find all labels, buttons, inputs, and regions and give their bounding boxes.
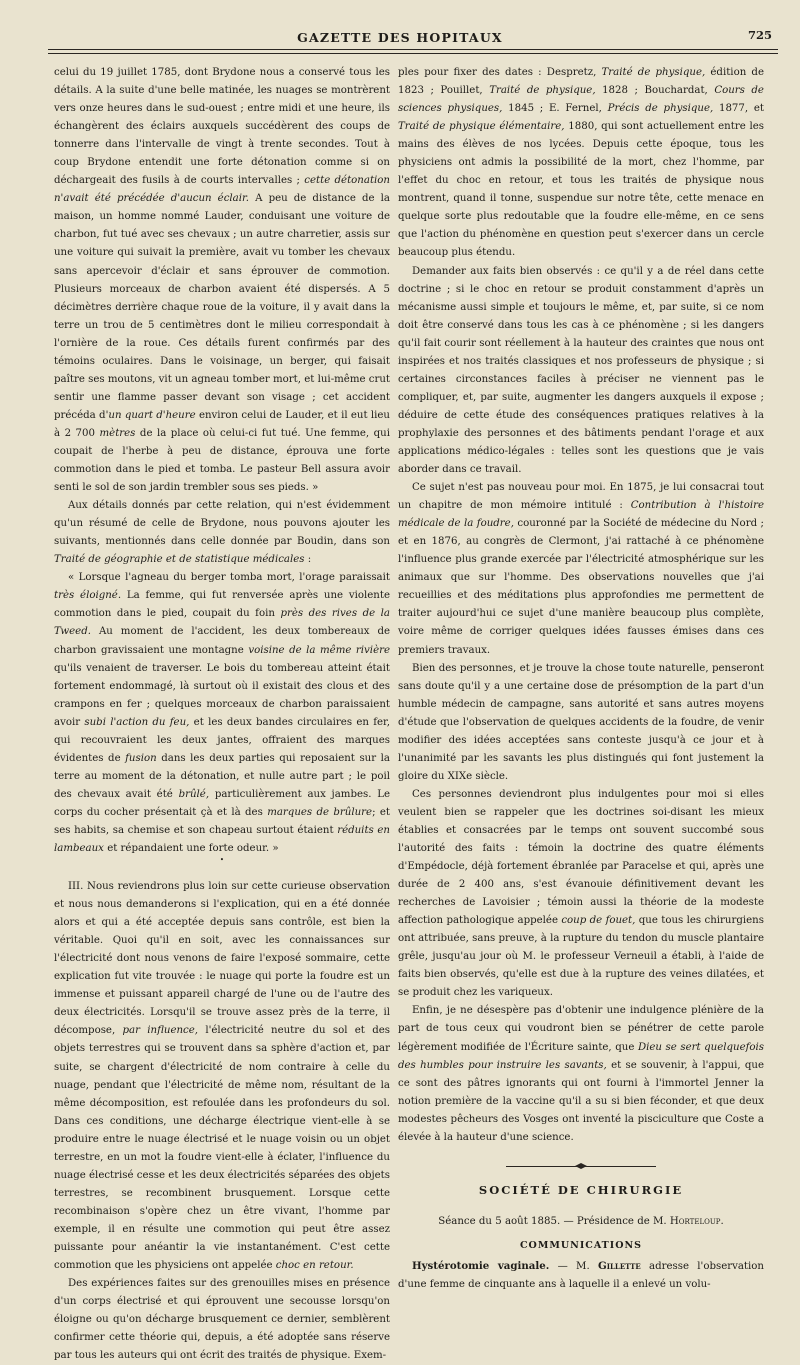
session-line: Séance du 5 août 1885. — Présidence de M. Horteloup. bbox=[438, 1215, 724, 1227]
section-title: SOCIÉTÉ DE CHIRURGIE bbox=[478, 1182, 684, 1197]
paragraph: Hystérotomie vaginale. — M. Gillette adresse l'observation d'une femme de cinquante ans à laquelle il a enlevé un volu- bbox=[398, 1259, 764, 1290]
separator-mark: • bbox=[219, 856, 225, 865]
paragraph: Demander aux faits bien observés : ce qu'il y a de réel dans cette doctrine ; si le choc en retour se produit constamment d'après un mécanisme aussi simple et toujours le même, et, par suite, si ce nom doit être conservé dans tous les cas à ce phénomène ; si les dangers qu'il fait courir sont réellement à la hauteur des craintes que nous ont inspirées et nos traités classiques et nos professeurs de physique ; si certaines circonstances faciles à préciser ne viennent pas le compliquer, et, par suite, augmenter les dangers auxquels il expose ; déduire de cette étude des conséquences pratiques relatives à la prophylaxie des personnes et des bâtiments pendant l'orage et aux applications médico-légales : telles sont les questions que je vais aborder dans ce travail. bbox=[398, 265, 764, 476]
divider-ornament-icon bbox=[575, 1163, 587, 1169]
article-title: Hystérotomie vaginale. bbox=[412, 1259, 550, 1272]
paragraph: Bien des personnes, et je trouve la chose toute naturelle, penseront sans doute qu'il y a une certaine dose de présomption de la part d'un humble médecin de campagne, sans autorité et sans autres moyens d'étude que l'observation de quelques accidents de la foudre, de venir modifier des idées acceptées sans conteste jusqu'à ce jour et à l'unanimité par les savants les plus distingués qui font justement la gloire du XIXe siècle. bbox=[398, 662, 764, 782]
page-number: 725 bbox=[747, 28, 772, 42]
paragraph: III. Nous reviendrons plus loin sur cette curieuse observation et nous nous demanderons si l'explication, qui en a été donnée alors et qui a été acceptée depuis sans contrôle, est bien la véritable. Quoi qu'il en soit, avec les connaissances sur l'électricité dont nous venons de faire l'exposé sommaire, cette explication fut vite trouvée : le nuage qui porte la foudre est un immense et puissant appareil chargé de l'une ou de l'autre des deux électricités. Lorsqu'il se trouve assez près de la terre, il décompose, par influence, l'électricité neutre du sol et des objets terrestres qui se trouvent dans sa sphère d'action et, par suite, se chargent d'électricité de nom contraire à celle du nuage, pendant que l'électricité de même nom, résultant de la même décomposition, est refoulée dans les profondeurs du sol. Dans ces conditions, une décharge électrique vient-elle à se produire entre le nuage électrisé et le nuage voisin ou un objet terrestre, en un mot la foudre vient-elle à éclater, l'influence du nuage électrisé cesse et les deux électricités séparées des objets terrestres, se recombinent brusquement. Lorsque cette recombinaison s'opère chez un être vivant, l'homme par exemple, il en résulte une commotion qui peut être assez puissante pour anéantir la vie instantanément. C'est cette commotion que les physiciens ont appelée choc en retour. bbox=[54, 881, 390, 1272]
subsection-heading: COMMUNICATIONS bbox=[519, 1239, 643, 1251]
paragraph: Ce sujet n'est pas nouveau pour moi. En 1875, je lui consacrai tout un chapitre de mon mémoire intitulé : Contribution à l'histoire médicale de la foudre, couronné par la Société de médecine du Nord ; et en 1876, au congrès de Clermont, j'ai rattaché à ce phénomène l'influence plus grande exercée par l'électricité atmosphérique sur les animaux que sur l'homme. Des observations nouvelles que j'ai recueillies et des méditations plus approfondies me permettent de traiter aujourd'hui ce sujet d'une manière beaucoup plus complète, voire même de corriger quelques idées fausses émises dans ces premiers travaux. bbox=[398, 482, 764, 656]
left-column bbox=[54, 64, 390, 1365]
paragraph: ples pour fixer des dates : Despretz, Traité de physique, édition de 1823 ; Pouillet, Traité de physique, 1828 ; Bouchardat, Cours de sciences physiques, 1845 ; E. Fernel, Précis de physique, 1877, et Traité de physique élémentaire, 1880, qui sont actuellement entre les mains des élèves de nos lycées. Depuis cette époque, tous les physiciens ont admis la possibilité de la mort, chez l'homme, par l'effet du choc en retour, et tous les traités de physique nous montrent, quand il tonne, suspendue sur notre tête, cette menace en quelque sorte plus redoutable que la foudre elle-même, en ce sens que l'action du phénomène en question peut s'exercer dans un cercle beaucoup plus étendu. bbox=[398, 67, 764, 259]
header-rule-thin bbox=[48, 53, 778, 54]
paragraph: Ces personnes deviendront plus indulgentes pour moi si elles veulent bien se rappeler que les doctrines soi-disant les mieux établies et consacrées par le temps ont souvent succombé sous l'autorité des faits : témoin la doctrine des quatre éléments d'Empédocle, déjà fortement ébranlée par Paracelse et qui, après une durée de 2 400 ans, s'est évanouie définitivement devant les recherches de Lavoisier ; témoin aussi la théorie de la modeste affection pathologique appelée coup de fouet, que tous les chirurgiens ont attribuée, sans preuve, à la rupture du tendon du muscle plantaire grêle, jusqu'au jour où M. le professeur Verneuil a établi, à l'aide de faits bien observés, qu'elle est due à la rupture des veines dilatées, et se produit chez les variqueux. bbox=[398, 788, 764, 999]
journal-title: GAZETTE DES HOPITAUX bbox=[297, 30, 503, 45]
section-divider bbox=[506, 1163, 656, 1169]
paragraph: Aux détails donnés par cette relation, qui n'est évidemment qu'un résumé de celle de Brydone, nous pouvons ajouter les suivants, mentionnés dans celle donnée par Boudin, dans son Traité de géographie et de statistique médicales : bbox=[54, 500, 390, 566]
header-rule-thick bbox=[48, 49, 778, 50]
paragraph: Des expériences faites sur des grenouilles mises en présence d'un corps électrisé et qui éprouvent une secousse lorsqu'on éloigne ou qu'on décharge brusquement ce dernier, semblèrent confirmer cette théorie qui, depuis, a été adoptée sans réserve par tous les auteurs qui ont écrit des traités de physique. Exem- bbox=[54, 1278, 390, 1362]
page-header bbox=[0, 0, 800, 60]
paragraph: celui du 19 juillet 1785, dont Brydone nous a conservé tous les détails. A la suite d'une belle matinée, les nuages se montrèrent vers onze heures dans le sud-ouest ; entre midi et une heure, ils échangèrent des éclairs auxquels succédèrent des coups de tonnerre dans l'intervalle de vingt à trente secondes. Tout à coup Brydone entendit une forte détonation comme si on déchargeait des fusils à de courts intervalles ; cette détonation n'avait été précédée d'aucun éclair. A peu de distance de la maison, un homme nommé Lauder, conduisant une voiture de charbon, fut tué avec ses chevaux ; un autre charretier, assis sur une voiture qui suivait la première, avait vu tomber les chevaux sans apercevoir d'éclair et sans éprouver de commotion. Plusieurs morceaux de charbon avaient été dispersés. A 5 décimètres derrière chaque roue de la voiture, il y avait dans la terre un trou de 5 centimètres dont le milieu correspondait à l'ornière de la roue. Ces détails furent confirmés par des témoins oculaires. Dans le voisinage, un berger, qui faisait paître ses moutons, vit un agneau tomber mort, et lui-même crut sentir une flamme passer devant son visage ; cet accident précéda d'un quart d'heure environ celui de Lauder, et il eut lieu à 2 700 mètres de la place où celui-ci fut tué. Une femme, qui coupait de l'herbe à peu de distance, éprouva une forte commotion dans le pied et tomba. Le pasteur Bell assura avoir senti le sol de son jardin trembler sous ses pieds. » bbox=[54, 67, 390, 494]
right-column bbox=[398, 64, 764, 1294]
paragraph: Enfin, je ne désespère pas d'obtenir une indulgence plénière de la part de tous ceux qui voudront bien se pénétrer de cette parole légèrement modifiée de l'Écriture sainte, que Dieu se sert quelquefois des humbles pour instruire les savants, et se souvenir, à l'appui, que ce sont des pâtres ignorants qui ont fourni à l'immortel Jenner la notion première de la vaccine qu'il a su si bien féconder, et que deux modestes pêcheurs des Vosges ont inventé la pisciculture que Coste a élevée à la hauteur d'une science. bbox=[398, 1005, 764, 1143]
quoted-paragraph: « Lorsque l'agneau du berger tomba mort, l'orage paraissait très éloigné. La femme, qui fut renversée après une violente commotion dans le pied, coupait du foin près des rives de la Tweed. Au moment de l'accident, les deux tombereaux de charbon gravissaient une montagne voisine de la même rivière qu'ils venaient de traverser. Le bois du tombereau atteint était fortement endommagé, là surtout où il existait des clous et des crampons en fer ; quelques morceaux de charbon paraissaient avoir subi l'action du feu, et les deux bandes circulaires en fer, qui recouvraient les deux jantes, offraient des marques évidentes de fusion dans les deux parties qui reposaient sur la terre au moment de la détonation, et nulle autre part ; le poil des chevaux avait été brûlé, particulièrement aux jambes. Le corps du cocher présentait çà et là des marques de brûlure; et ses habits, sa chemise et son chapeau surtout étaient réduits en lambeaux et répandaient une forte odeur. » bbox=[54, 572, 390, 855]
